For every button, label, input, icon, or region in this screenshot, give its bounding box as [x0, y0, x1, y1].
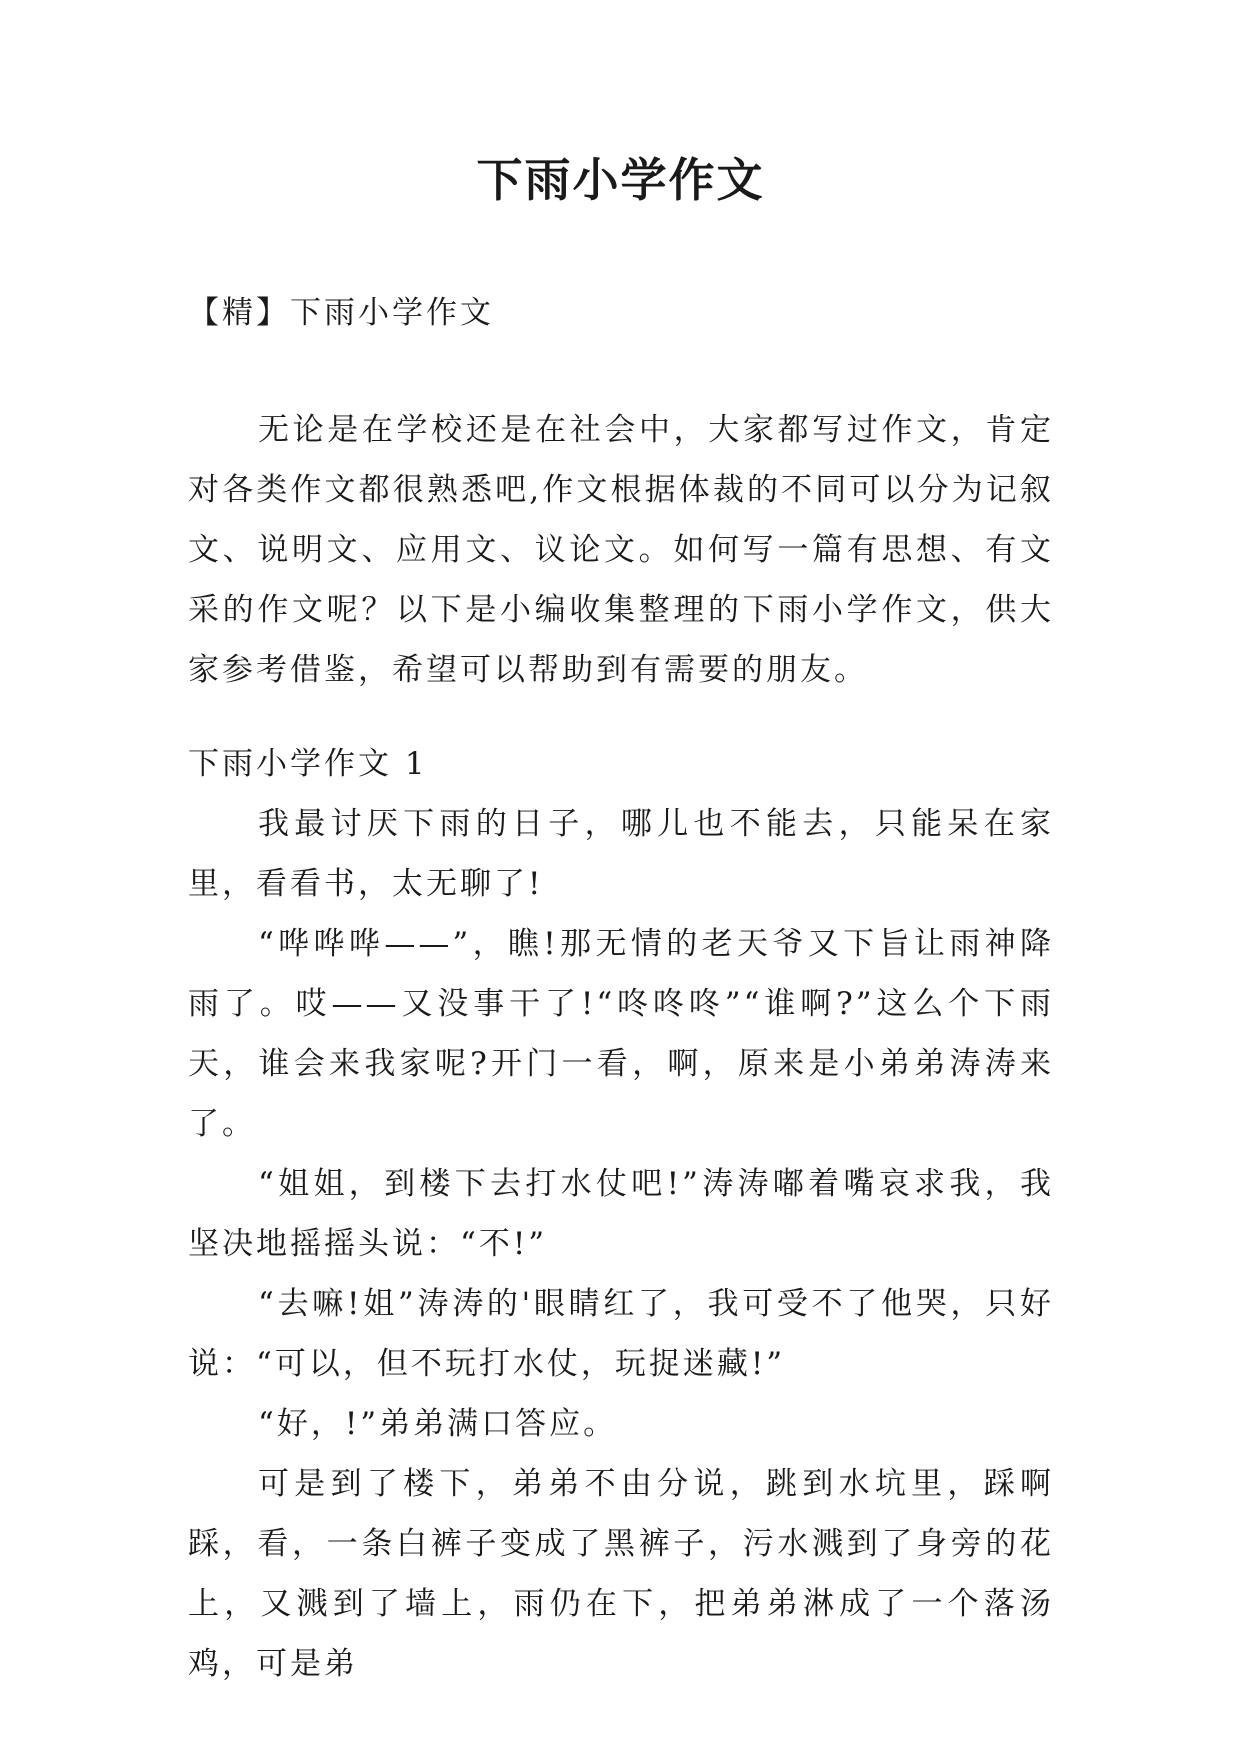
section-heading: 下雨小学作文 1: [188, 746, 428, 782]
document-subtitle: 【精】下雨小学作文: [188, 295, 494, 331]
intro-section: [188, 400, 1054, 700]
story-paragraph: 我最讨厌下雨的日子，哪儿也不能去，只能呆在家里，看看书，太无聊了!: [188, 806, 1054, 902]
story-paragraph: “去嘛!姐”涛涛的'眼睛红了，我可受不了他哭，只好说：“可以，但不玩打水仗，玩捉迷藏!”: [188, 1286, 1054, 1382]
document-title: 下雨小学作文: [476, 153, 765, 207]
story-paragraph: “姐姐，到楼下去打水仗吧!”涛涛嘟着嘴哀求我，我坚决地摇摇头说：“不!”: [188, 1166, 1054, 1262]
story-section: [188, 734, 1054, 1694]
story-paragraph: “哗哗哗——”，瞧!那无情的老天爷又下旨让雨神降雨了。哎——又没事干了!“咚咚咚”“谁啊?”这么个下雨天，谁会来我家呢?开门一看，啊，原来是小弟弟涛涛来了。: [188, 926, 1054, 1142]
story-paragraph: “好，!”弟弟满口答应。: [258, 1406, 618, 1442]
story-paragraph: 可是到了楼下，弟弟不由分说，跳到水坑里，踩啊踩，看，一条白裤子变成了黑裤子，污水溅到了身旁的花上，又溅到了墙上，雨仍在下，把弟弟淋成了一个落汤鸡，可是弟: [188, 1466, 1054, 1682]
intro-paragraph: 无论是在学校还是在社会中，大家都写过作文，肯定对各类作文都很熟悉吧,作文根据体裁的不同可以分为记叙文、说明文、应用文、议论文。如何写一篇有思想、有文采的作文呢？以下是小编收集整理的下雨小学作文，供大家参考借鉴，希望可以帮助到有需要的朋友。: [188, 412, 1054, 688]
